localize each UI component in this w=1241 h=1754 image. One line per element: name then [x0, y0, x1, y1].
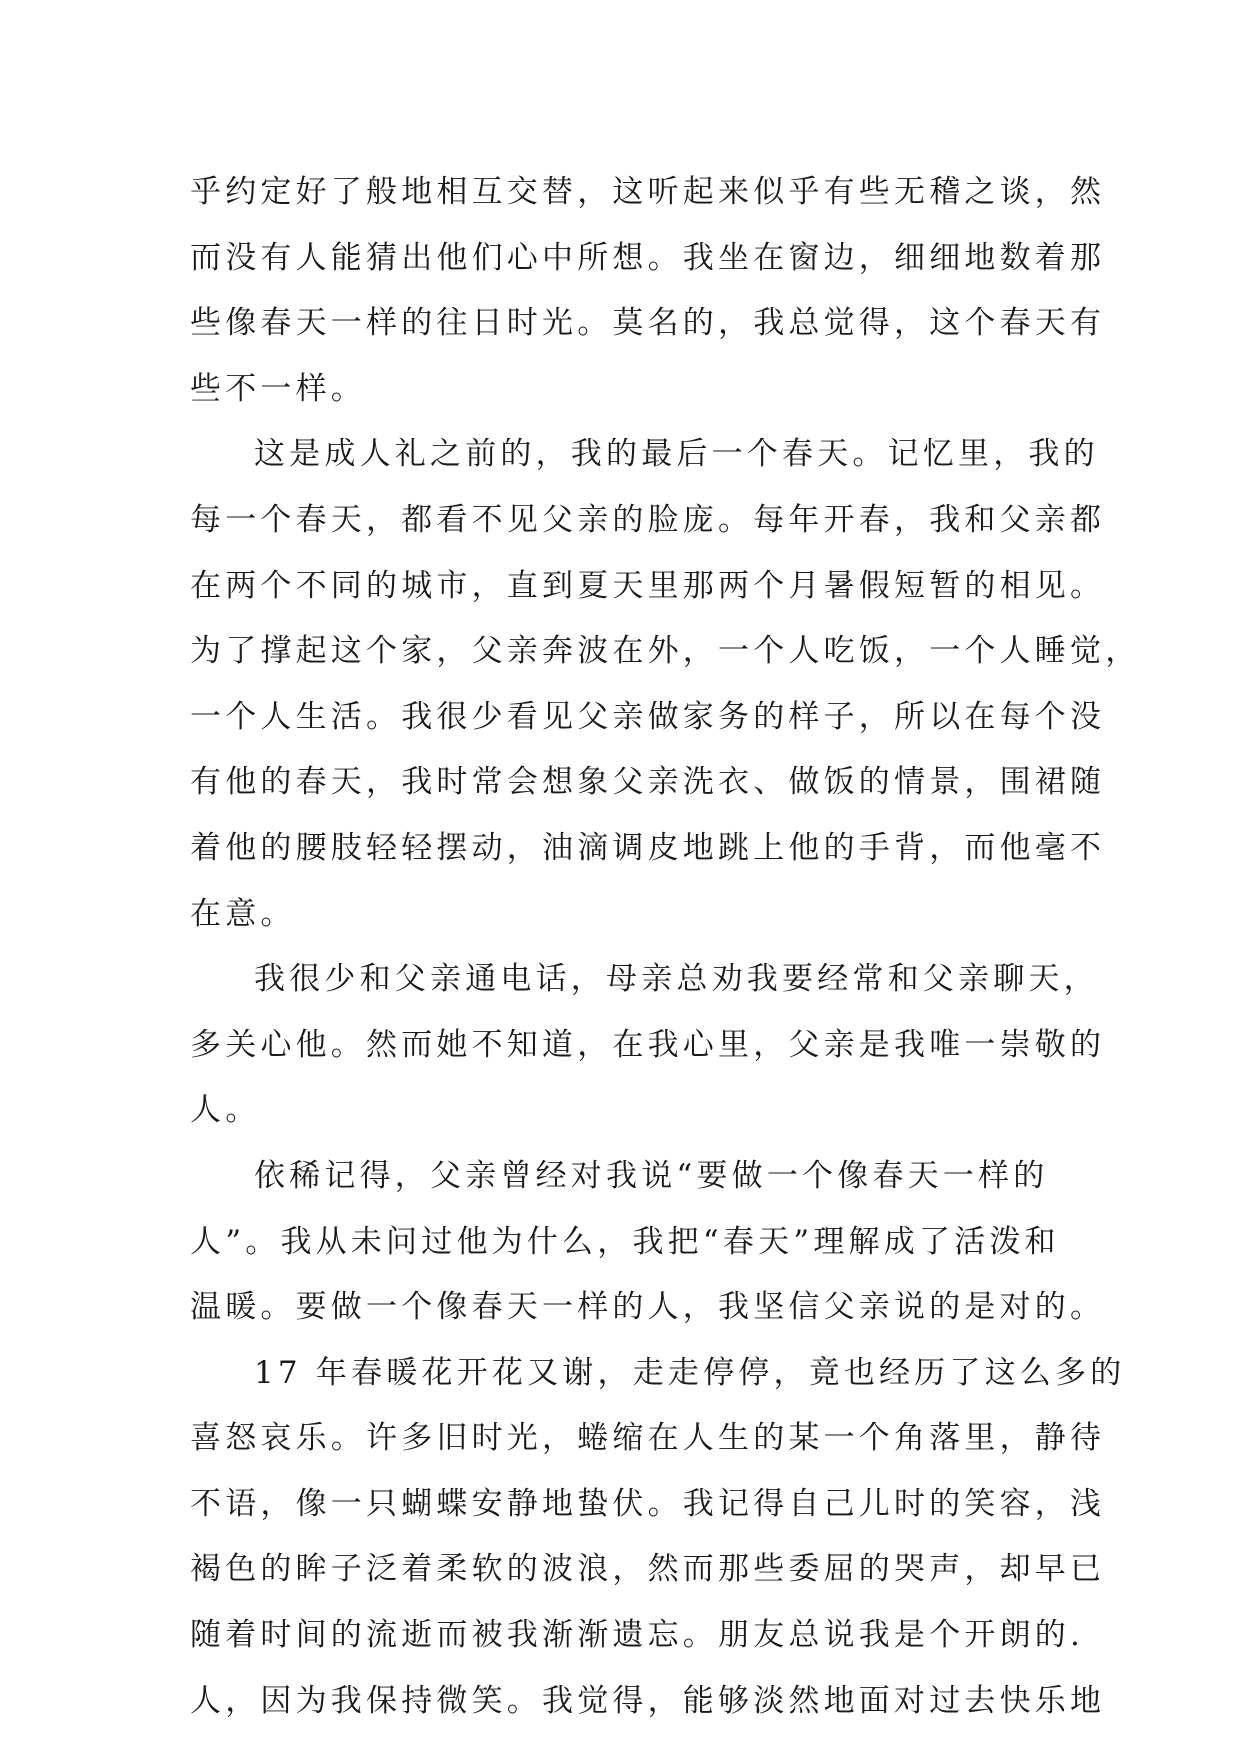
text-line: 多关心他。然而她不知道，在我心里，父亲是我唯一崇敬的 [190, 1026, 1106, 1063]
text-line: 些像春天一样的往日时光。莫名的，我总觉得，这个春天有 [190, 305, 1106, 342]
body-text [190, 160, 1141, 1734]
text-line: 在意。 [190, 895, 296, 932]
paragraph-first-line: 我很少和父亲通电话，母亲总劝我要经常和父亲聊天， [254, 961, 1099, 998]
paragraph-first-line: 依稀记得，父亲曾经对我说“要做一个像春天一样的 [254, 1157, 1049, 1194]
text-line: 一个人生活。我很少看见父亲做家务的样子，所以在每个没 [190, 698, 1106, 735]
text-line: 随着时间的流逝而被我渐渐遗忘。朋友总说我是个开朗的. [190, 1617, 1085, 1654]
text-line: 有他的春天，我时常会想象父亲洗衣、做饭的情景，围裙随 [190, 764, 1106, 801]
text-line: 着他的腰肢轻轻摆动，油滴调皮地跳上他的手背，而他毫不 [190, 829, 1106, 866]
text-line: 而没有人能猜出他们心中所想。我坐在窗边，细细地数着那 [190, 239, 1106, 276]
text-line: 些不一样。 [190, 370, 366, 407]
text-line: 喜怒哀乐。许多旧时光，蜷缩在人生的某一个角落里，静待 [190, 1420, 1106, 1457]
text-line: 在两个不同的城市，直到夏天里那两个月暑假短暂的相见。 [190, 567, 1106, 604]
text-line: 人”。我从未问过他为什么，我把“春天”理解成了活泼和 [190, 1223, 1060, 1260]
text-line: 温暖。要做一个像春天一样的人，我坚信父亲说的是对的。 [190, 1289, 1106, 1326]
text-line: 褐色的眸子泛着柔软的波浪，然而那些委屈的哭声，却早已 [190, 1551, 1106, 1588]
text-line: 人。 [190, 1092, 261, 1129]
text-line: 人，因为我保持微笑。我觉得，能够淡然地面对过去快乐地 [190, 1682, 1106, 1719]
text-line: 为了撑起这个家，父亲奔波在外，一个人吃饭，一个人睡觉， [190, 633, 1141, 670]
text-line: 乎约定好了般地相互交替，这听起来似乎有些无稽之谈，然 [190, 174, 1106, 210]
text-line: 不语，像一只蝴蝶安静地蛰伏。我记得自己儿时的笑容，浅 [190, 1485, 1106, 1522]
text-line: 每一个春天，都看不见父亲的脸庞。每年开春，我和父亲都 [190, 501, 1106, 538]
paragraph-first-line: 17 年春暖花开花又谢，走走停停，竟也经历了这么多的 [254, 1354, 1126, 1391]
paragraph-first-line: 这是成人礼之前的，我的最后一个春天。记忆里，我的 [254, 436, 1099, 473]
